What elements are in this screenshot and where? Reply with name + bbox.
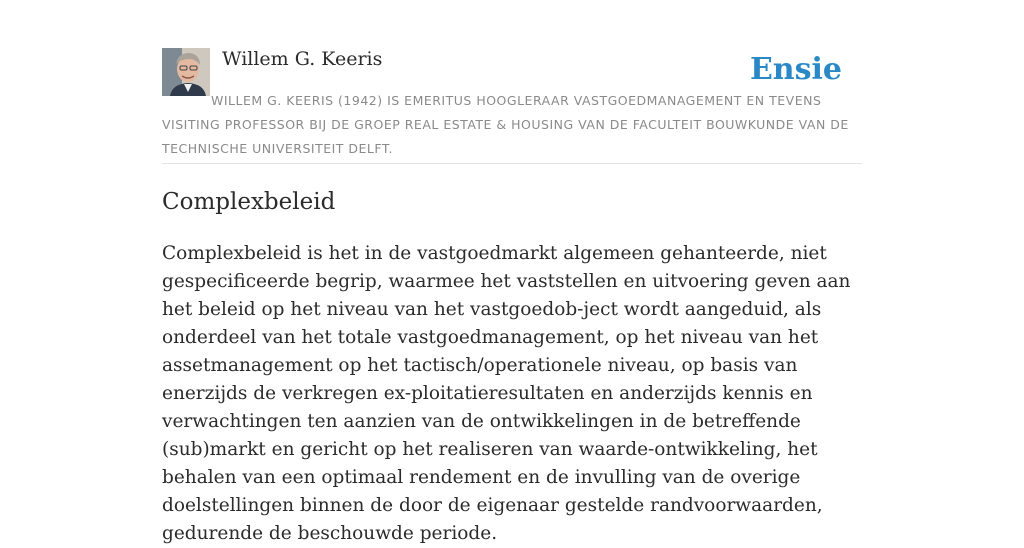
author-name[interactable]: Willem G. Keeris (222, 48, 383, 70)
article-body: Complexbeleid is het in de vastgoedmarkt algemeen gehanteerde, niet gespecificeerde begrip, waarmee het vaststellen en uitvoering geven aan het beleid op het niveau van het vastgoedob-ject wordt aangeduid, als onderdeel van het totale vastgoedmanagement, op het niveau van het assetmanagement op het tactisch/operationele niveau, op basis van enerzijds de verkregen ex-ploitatieresultaten en anderzijds kennis en verwachtingen ten aanzien van de ontwikkelingen in de betreffende (sub)markt en gericht op het realiseren van waarde-ontwikkeling, het behalen van een optimaal rendement en de invulling van de overige doelstellingen binnen de door de eigenaar gestelde randvoorwaarden, gedurende de beschouwde periode. (162, 243, 851, 544)
brand-logo[interactable]: Ensie (749, 52, 842, 87)
author-bio: WILLEM G. KEERIS (1942) IS EMERITUS HOOGLERAAR VASTGOEDMANAGEMENT EN TEVENS VISITING PROFESSOR BIJ DE GROEP REAL ESTATE & HOUSING VAN DE FACULTEIT BOUWKUNDE VAN DE TECHNISCHE UNIVERSITEIT DELFT. (162, 93, 849, 156)
article-title: Complexbeleid (162, 189, 336, 215)
divider (162, 163, 862, 164)
